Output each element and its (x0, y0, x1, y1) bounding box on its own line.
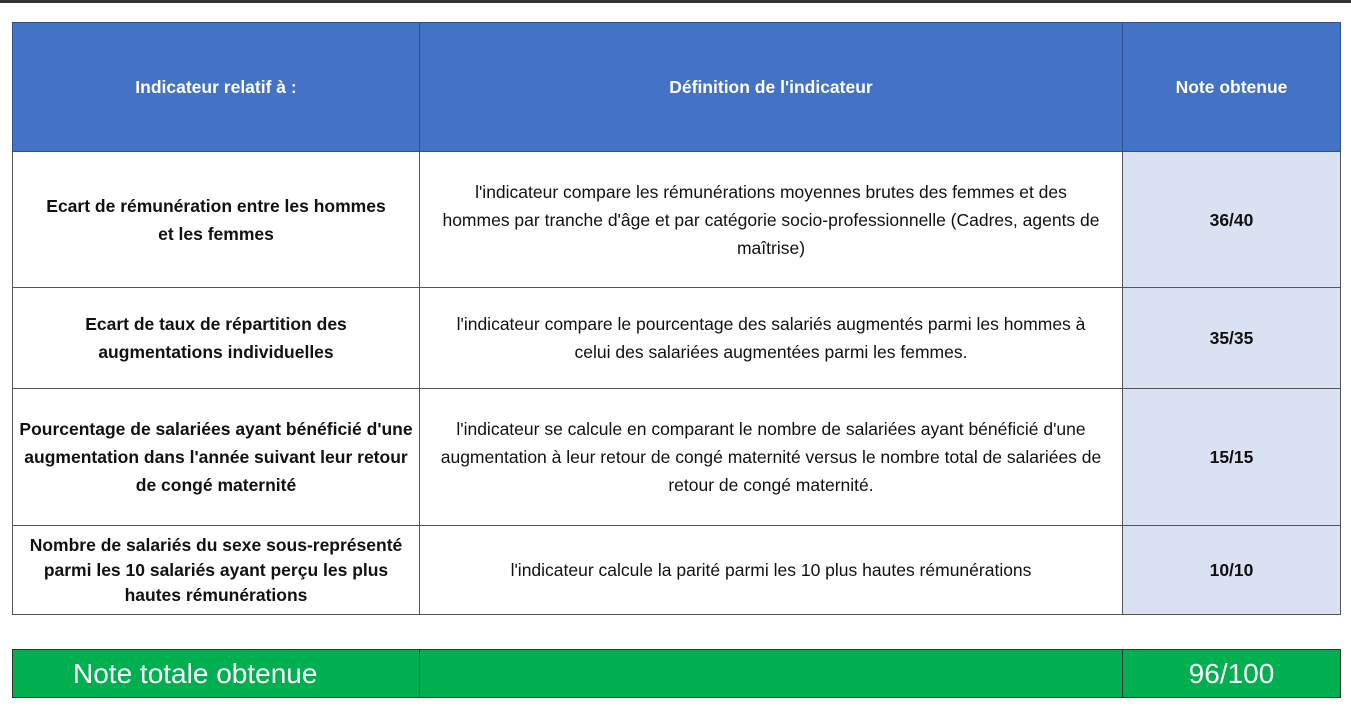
total-label: Note totale obtenue (13, 650, 420, 698)
header-indicator: Indicateur relatif à : (13, 23, 420, 152)
total-empty-cell (420, 650, 1123, 698)
definition-cell: l'indicateur compare les rémunérations moyennes brutes des femmes et des hommes par tranche d'âge et par catégorie socio-professionnelle (Cadres, agents de maîtrise) (420, 152, 1123, 288)
score-cell: 15/15 (1123, 389, 1341, 526)
top-border (0, 0, 1351, 3)
table-header-row (13, 23, 1341, 152)
total-row (13, 650, 1341, 698)
indicator-cell: Ecart de rémunération entre les hommes et les femmes (13, 152, 420, 288)
table-row (13, 152, 1341, 288)
definition-cell: l'indicateur compare le pourcentage des salariés augmentés parmi les hommes à celui des salariées augmentées parmi les femmes. (420, 288, 1123, 389)
header-definition: Définition de l'indicateur (420, 23, 1123, 152)
header-score: Note obtenue (1123, 23, 1341, 152)
score-cell: 36/40 (1123, 152, 1341, 288)
table-row (13, 288, 1341, 389)
definition-cell: l'indicateur calcule la parité parmi les 10 plus hautes rémunérations (420, 526, 1123, 615)
table-row (13, 526, 1341, 615)
total-table (12, 649, 1341, 698)
score-cell: 35/35 (1123, 288, 1341, 389)
score-cell: 10/10 (1123, 526, 1341, 615)
indicator-cell: Pourcentage de salariées ayant bénéficié d'une augmentation dans l'année suivant leur retour de congé maternité (13, 389, 420, 526)
total-score: 96/100 (1123, 650, 1341, 698)
indicator-cell: Nombre de salariés du sexe sous-représenté parmi les 10 salariés ayant perçu les plus hautes rémunérations (13, 526, 420, 615)
indicators-table (12, 22, 1341, 615)
table-row (13, 389, 1341, 526)
definition-cell: l'indicateur se calcule en comparant le nombre de salariées ayant bénéficié d'une augmentation à leur retour de congé maternité versus le nombre total de salariées de retour de congé maternité. (420, 389, 1123, 526)
indicator-cell: Ecart de taux de répartition des augmentations individuelles (13, 288, 420, 389)
